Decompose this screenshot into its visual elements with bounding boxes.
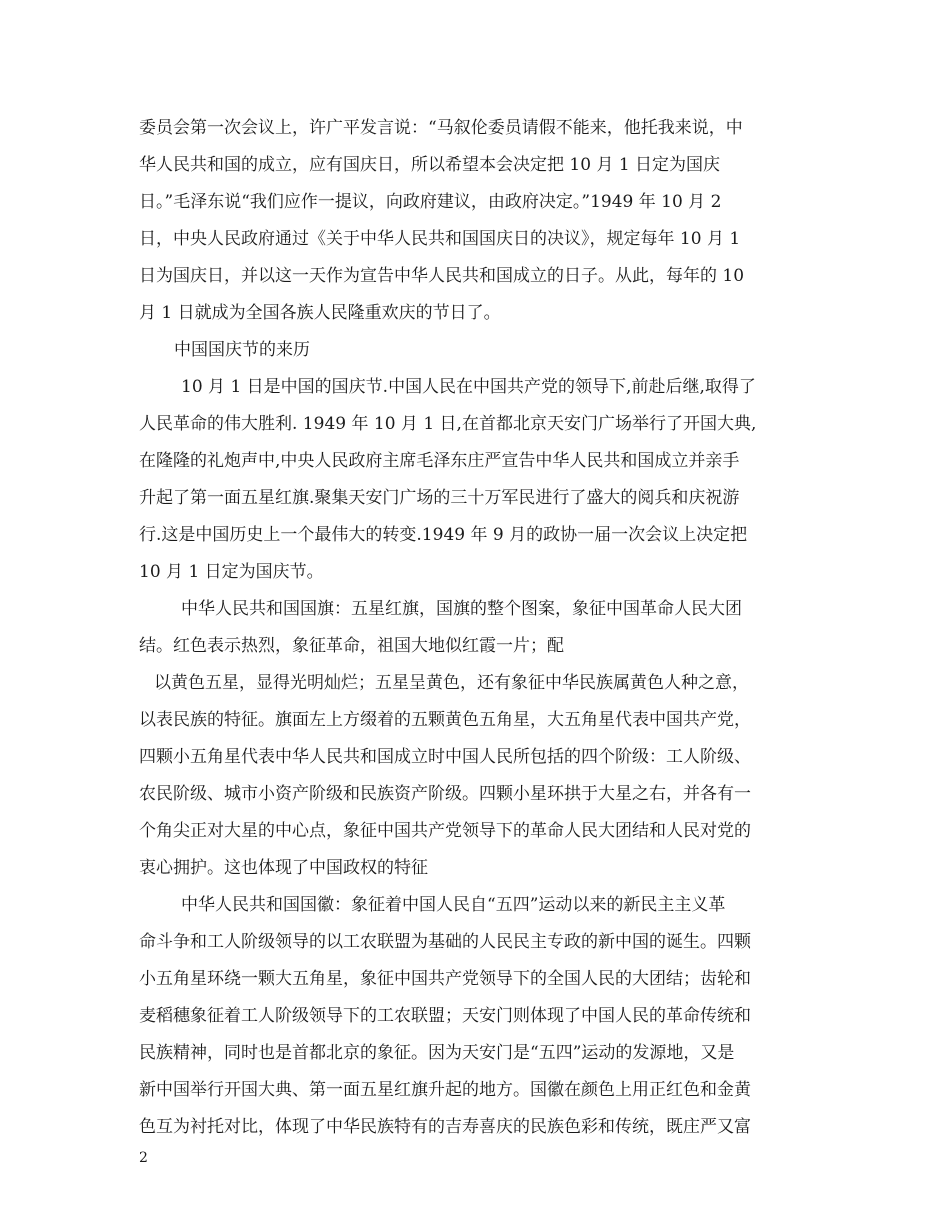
section-heading: 中国国庆节的来历 <box>174 340 310 360</box>
text-line: 在隆隆的礼炮声中,中央人民政府主席毛泽东庄严宣告中华人民共和国成立并亲手 <box>139 451 740 471</box>
text-line: 10 月 1 日是中国的国庆节.中国人民在中国共产党的领导下,前赴后继,取得了 <box>181 377 756 397</box>
text-line: 以黄色五星，显得光明灿烂；五星呈黄色，还有象征中华民族属黄色人种之意， <box>154 673 749 693</box>
text-line: 个角尖正对大星的中心点，象征中国共产党领导下的革命人民大团结和人民对党的 <box>139 821 751 841</box>
text-line: 色互为衬托对比，体现了中华民族特有的吉寿喜庆的民族色彩和传统，既庄严又富 <box>139 1117 751 1137</box>
text-line: 日为国庆日，并以这一天作为宣告中华人民共和国成立的日子。从此，每年的 10 <box>139 266 745 286</box>
text-line: 麦稻穗象征着工人阶级领导下的工农联盟；天安门则体现了中国人民的革命传统和 <box>139 1006 751 1026</box>
text-line: 命斗争和工人阶级领导的以工农联盟为基础的人民民主专政的新中国的诞生。四颗 <box>139 932 751 952</box>
text-line: 小五角星环绕一颗大五角星，象征中国共产党领导下的全国人民的大团结；齿轮和 <box>139 969 751 989</box>
text-line: 委员会第一次会议上，许广平发言说：“马叙伦委员请假不能来，他托我来说，中 <box>139 118 743 138</box>
text-line: 日，中央人民政府通过《关于中华人民共和国国庆日的决议》，规定每年 10 月 1 <box>139 229 741 249</box>
text-line: 四颗小五角星代表中华人民共和国成立时中国人民所包括的四个阶级：工人阶级、 <box>139 747 751 767</box>
text-line: 民族精神，同时也是首都北京的象征。因为天安门是“五四”运动的发源地，又是 <box>139 1043 735 1063</box>
text-line: 农民阶级、城市小资产阶级和民族资产阶级。四颗小星环拱于大星之右，并各有一 <box>139 784 751 804</box>
text-line: 衷心拥护。这也体现了中国政权的特征 <box>139 858 428 878</box>
text-line: 华人民共和国的成立，应有国庆日，所以希望本会决定把 10 月 1 日定为国庆 <box>139 155 721 175</box>
text-line: 结。红色表示热烈，象征革命，祖国大地似红霞一片；配 <box>139 636 564 656</box>
text-line: 以表民族的特征。旗面左上方缀着的五颗黄色五角星，大五角星代表中国共产党， <box>139 710 751 730</box>
text-line: 日。”毛泽东说“我们应作一提议，向政府建议，由政府决定。”1949 年 10 月 2 <box>139 192 722 212</box>
page-number: 2 <box>139 1150 148 1166</box>
text-line: 10 月 1 日定为国庆节。 <box>139 562 324 582</box>
text-line: 行.这是中国历史上一个最伟大的转变.1949 年 9 月的政协一届一次会议上决定把 <box>139 525 748 545</box>
text-line: 新中国举行开国大典、第一面五星红旗升起的地方。国徽在颜色上用正红色和金黄 <box>139 1080 751 1100</box>
text-line: 中华人民共和国国徽：象征着中国人民自“五四”运动以来的新民主主义革 <box>181 895 726 915</box>
text-line: 人民革命的伟大胜利. 1949 年 10 月 1 日,在首都北京天安门广场举行了开国大典, <box>139 414 757 434</box>
text-line: 中华人民共和国国旗：五星红旗，国旗的整个图案，象征中国革命人民大团 <box>181 599 742 619</box>
text-line: 升起了第一面五星红旗.聚集天安门广场的三十万军民进行了盛大的阅兵和庆祝游 <box>139 488 740 508</box>
text-line: 月 1 日就成为全国各族人民隆重欢庆的节日了。 <box>139 303 501 323</box>
